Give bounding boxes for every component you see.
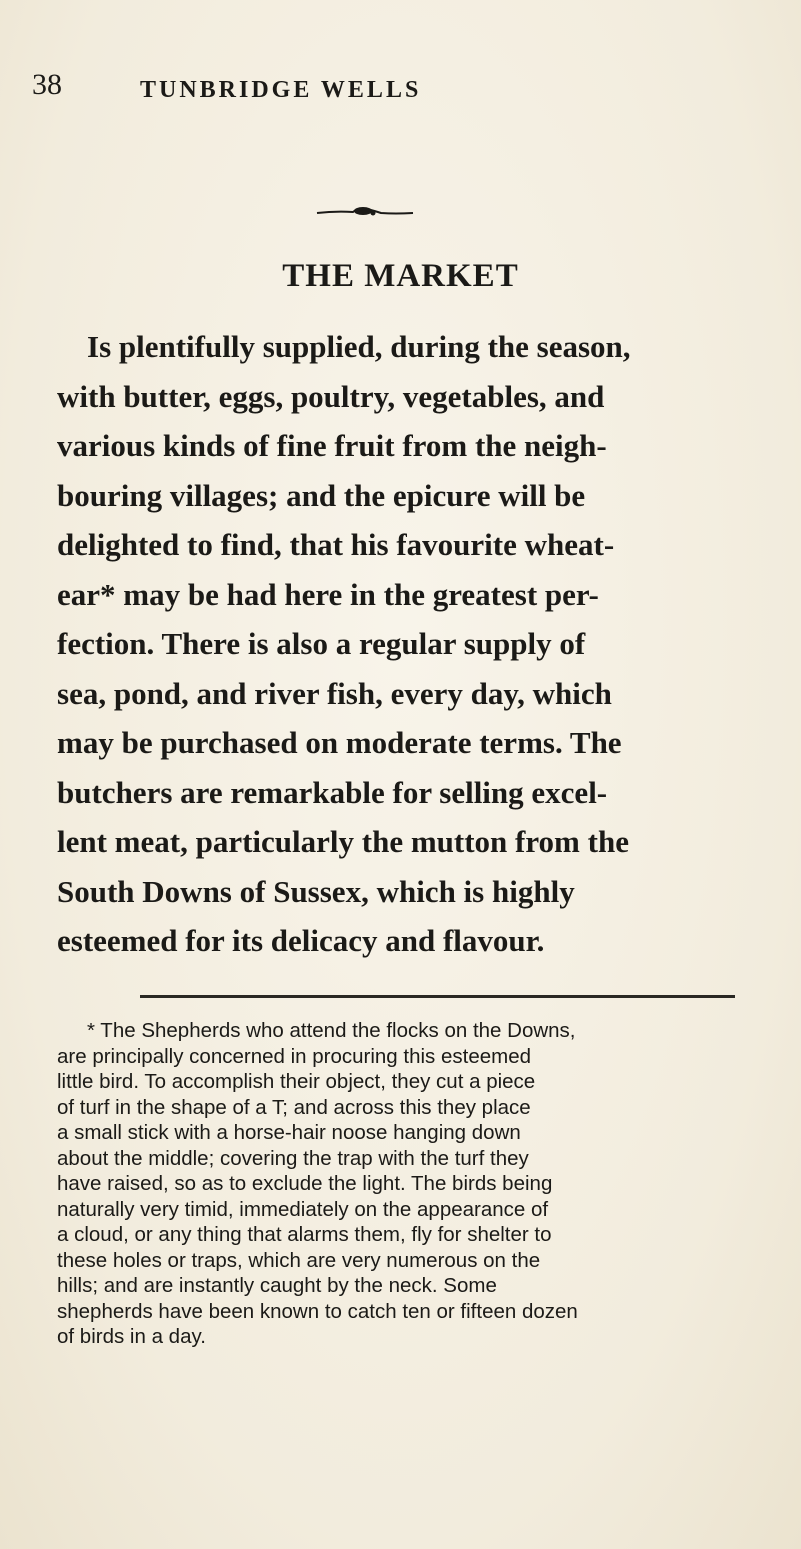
- body-line: lent meat, particularly the mutton from the: [57, 824, 629, 859]
- body-line: sea, pond, and river fish, every day, which: [57, 675, 612, 711]
- body-line: delighted to find, that his favourite wheat-: [57, 527, 615, 562]
- footnote-line: naturally very timid, immediately on the appearance of: [57, 1197, 549, 1221]
- body-line: esteemed for its delicacy and flavour.: [57, 923, 545, 958]
- footnote-line: shepherds have been known to catch ten or fifteen dozen: [57, 1299, 578, 1323]
- section-title: THE MARKET: [282, 258, 519, 294]
- body-paragraph: [57, 322, 767, 966]
- footnote: [57, 1018, 777, 1350]
- body-line: bouring villages; and the epicure will be: [57, 477, 586, 513]
- footnote-divider: [140, 995, 735, 998]
- running-head: TUNBRIDGE WELLS: [140, 77, 422, 103]
- body-line: various kinds of fine fruit from the neigh-: [57, 428, 607, 463]
- footnote-line: * The Shepherds who attend the flocks on the Downs,: [87, 1019, 576, 1042]
- footnote-line: of turf in the shape of a T; and across this they place: [57, 1095, 531, 1119]
- footnote-line: a small stick with a horse-hair noose hanging down: [57, 1121, 521, 1144]
- footnote-line: about the middle; covering the trap with the turf they: [57, 1146, 529, 1170]
- flourish-icon: [315, 205, 415, 219]
- body-line: Is plentifully supplied, during the season,: [87, 329, 631, 364]
- body-line: may be purchased on moderate terms. The: [57, 725, 622, 760]
- body-line: fection. There is also a regular supply of: [57, 626, 586, 661]
- footnote-line: are principally concerned in procuring this esteemed: [57, 1044, 532, 1068]
- page-number: 38: [32, 68, 62, 101]
- footnote-line: hills; and are instantly caught by the neck. Some: [57, 1274, 497, 1297]
- body-line: South Downs of Sussex, which is highly: [57, 873, 575, 909]
- body-line: butchers are remarkable for selling excel-: [57, 774, 608, 810]
- footnote-line: little bird. To accomplish their object, they cut a piece: [57, 1070, 536, 1093]
- footnote-line: these holes or traps, which are very numerous on the: [57, 1248, 541, 1272]
- footnote-line: of birds in a day.: [57, 1325, 206, 1348]
- footnote-line: a cloud, or any thing that alarms them, fly for shelter to: [57, 1223, 552, 1246]
- body-line: with butter, eggs, poultry, vegetables, and: [57, 378, 605, 414]
- body-line: ear* may be had here in the greatest per-: [57, 576, 599, 612]
- footnote-line: have raised, so as to exclude the light. The birds being: [57, 1172, 553, 1195]
